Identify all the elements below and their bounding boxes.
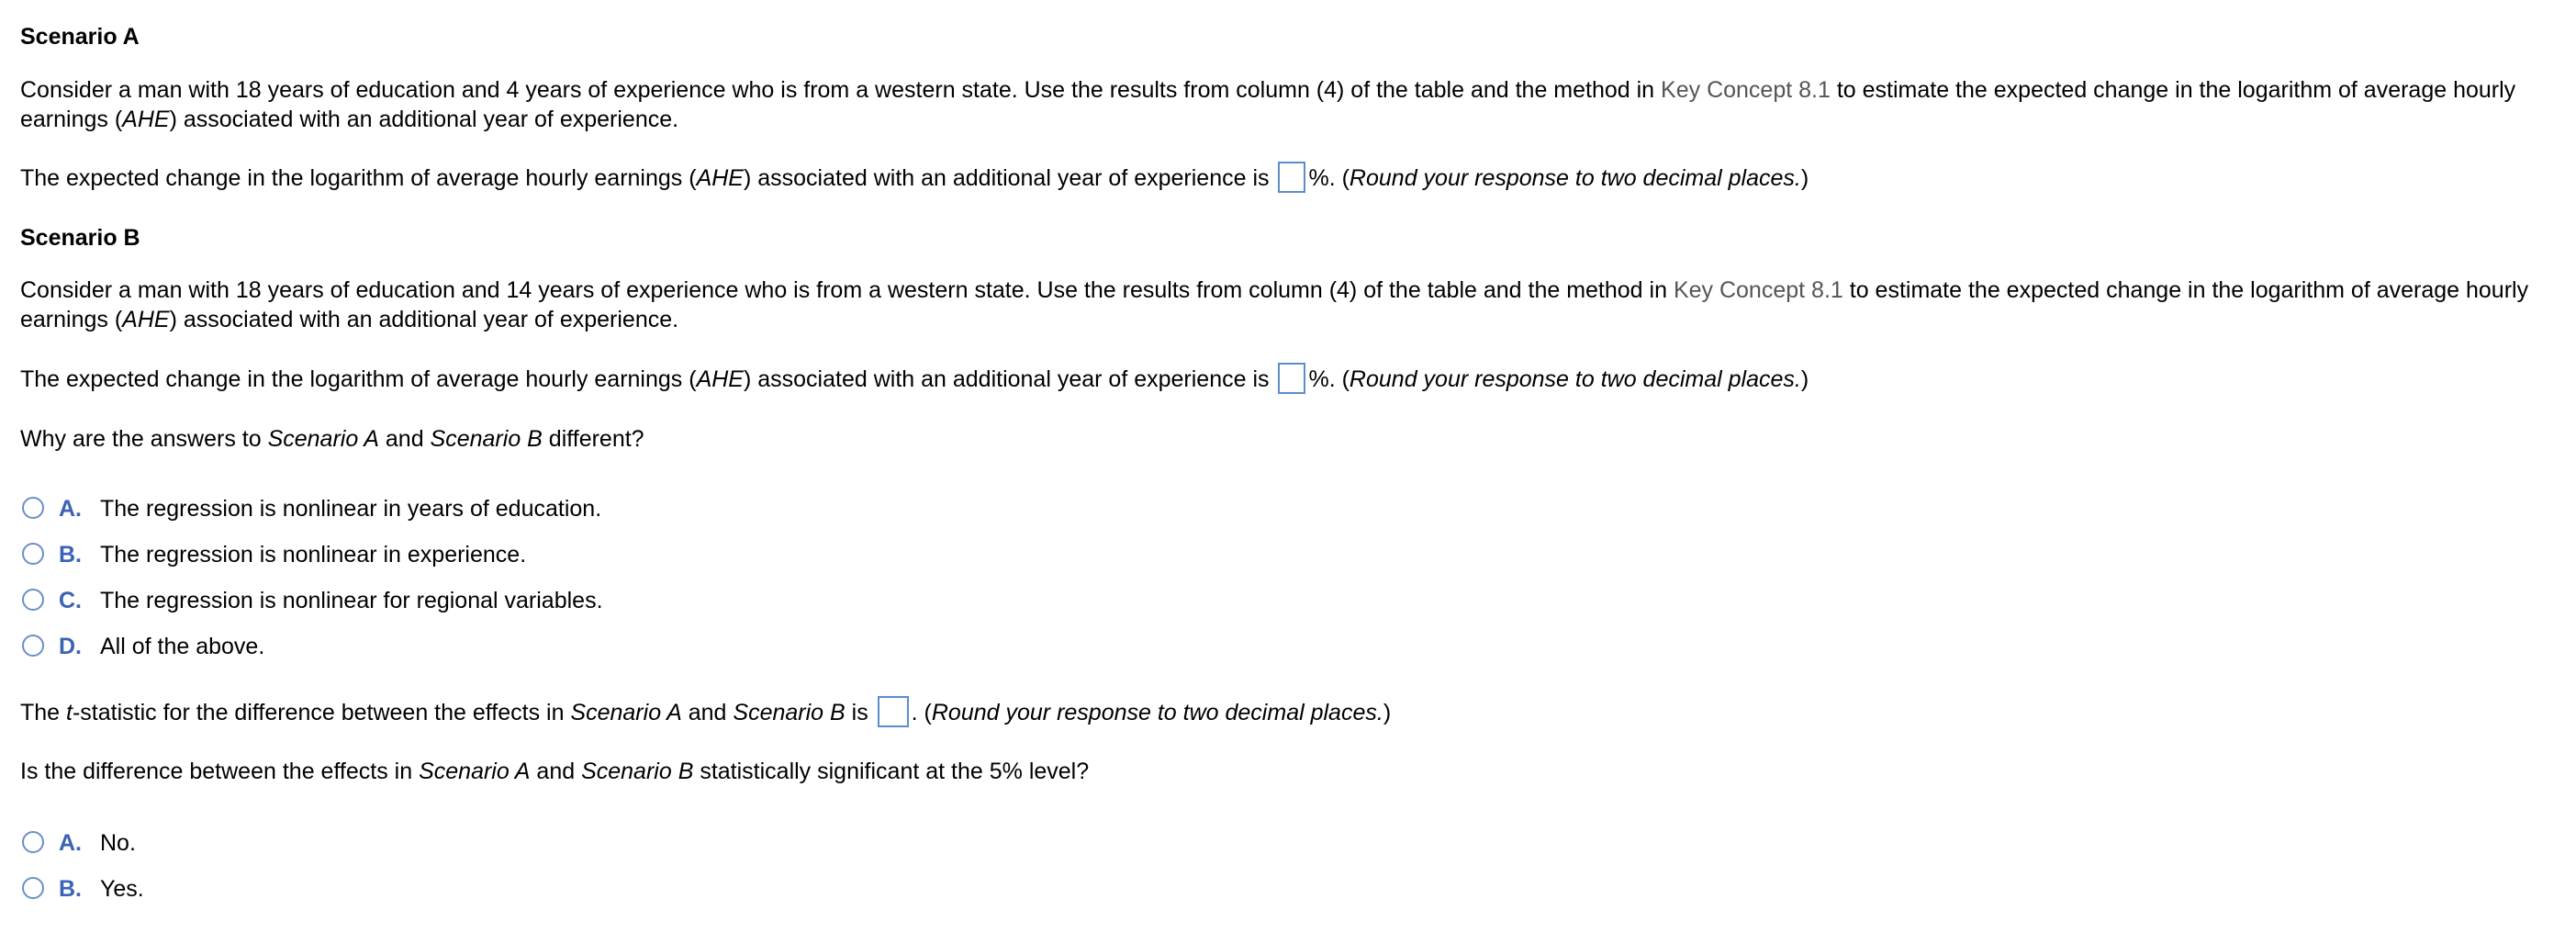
why-scenario-b: Scenario B — [430, 426, 543, 452]
radio-button[interactable] — [22, 877, 44, 899]
radio-button[interactable] — [22, 497, 44, 519]
scenario-a-question-text-4: ) — [1800, 165, 1809, 191]
option-text: The regression is nonlinear for regional variables. — [100, 588, 603, 613]
scenario-a-ahe: AHE — [122, 107, 170, 132]
scenario-b-question-text-4: ) — [1800, 366, 1809, 392]
scenario-b-question-text-1: The expected change in the logarithm of average hourly earnings ( — [20, 366, 697, 392]
scenario-a-question-text-2: ) associated with an additional year of experience is — [743, 165, 1276, 191]
scenario-b-text-2: to estimate the expected change in the logarithm of average hourly earnings ( — [20, 277, 2529, 332]
key-concept-link-a[interactable]: Key Concept 8.1 — [1661, 77, 1831, 103]
scenario-a-round-instruction: Round your response to two decimal places. — [1349, 165, 1801, 191]
why-different-question — [20, 424, 644, 454]
tstat-text-4: is — [845, 700, 875, 725]
why-scenario-a: Scenario A — [267, 426, 379, 452]
why-text-1: Why are the answers to — [20, 426, 268, 452]
why-text-2: and — [378, 426, 431, 452]
radio-button[interactable] — [22, 589, 44, 611]
signif-text-1: Is the difference between the effects in — [20, 759, 420, 784]
scenario-a-question-text-1: The expected change in the logarithm of average hourly earnings ( — [20, 165, 697, 191]
option-letter: A. — [59, 830, 82, 856]
why-option-b[interactable] — [22, 540, 526, 569]
option-letter: B. — [59, 542, 82, 568]
tstat-scenario-a: Scenario A — [570, 700, 682, 725]
scenario-a-question-text-3: %. ( — [1308, 165, 1350, 191]
tstat-text-1: The — [20, 700, 67, 725]
tstat-text-6: ) — [1383, 700, 1392, 725]
scenario-a-question-ahe: AHE — [696, 165, 744, 191]
option-text: The regression is nonlinear in years of education. — [100, 496, 602, 522]
signif-text-2: and — [530, 759, 582, 784]
tstat-t: t — [66, 700, 73, 725]
why-option-d[interactable] — [22, 632, 264, 661]
option-text: Yes. — [100, 876, 144, 902]
scenario-b-question-text-2: ) associated with an additional year of experience is — [743, 366, 1276, 392]
scenario-a-answer-box[interactable] — [1278, 162, 1305, 193]
option-letter: D. — [59, 634, 82, 659]
scenario-b-question-text-3: %. ( — [1308, 366, 1350, 392]
t-statistic-question — [20, 698, 1391, 727]
signif-scenario-b: Scenario B — [581, 759, 694, 784]
scenario-b-answer-box[interactable] — [1278, 363, 1305, 394]
why-option-c[interactable] — [22, 586, 603, 615]
scenario-b-round-instruction: Round your response to two decimal places. — [1349, 366, 1801, 392]
t-statistic-answer-box[interactable] — [878, 696, 909, 727]
option-letter: A. — [59, 496, 82, 522]
scenario-b-heading: Scenario B — [20, 225, 140, 251]
scenario-a-heading: Scenario A — [20, 24, 140, 50]
scenario-b-text-1: Consider a man with 18 years of education and 14 years of experience who is from a western state. Use the results from column (4) of the table and the method in — [20, 277, 1674, 303]
scenario-b-question-ahe: AHE — [696, 366, 744, 392]
tstat-scenario-b: Scenario B — [733, 700, 846, 725]
tstat-text-2: -statistic for the difference between the effects in — [72, 700, 571, 725]
option-text: All of the above. — [100, 634, 265, 659]
signif-text-3: statistically significant at the 5% level? — [693, 759, 1090, 784]
radio-button[interactable] — [22, 543, 44, 565]
scenario-a-text-1: Consider a man with 18 years of education and 4 years of experience who is from a western state. Use the results from column (4) of the table and the method in — [20, 77, 1662, 103]
tstat-round-instruction: Round your response to two decimal places. — [931, 700, 1383, 725]
scenario-b-description — [20, 275, 2563, 334]
significance-option-a[interactable] — [22, 828, 136, 858]
tstat-text-3: and — [681, 700, 734, 725]
scenario-a-question — [20, 163, 1809, 193]
scenario-a-text-3: ) associated with an additional year of experience. — [169, 107, 679, 132]
option-text: No. — [100, 830, 136, 856]
why-option-a[interactable] — [22, 494, 601, 523]
significance-option-b[interactable] — [22, 874, 144, 904]
tstat-text-5: . ( — [911, 700, 932, 725]
scenario-a-description — [20, 75, 2563, 134]
option-letter: B. — [59, 876, 82, 902]
key-concept-link-b[interactable]: Key Concept 8.1 — [1673, 277, 1843, 303]
why-text-3: different? — [542, 426, 644, 452]
radio-button[interactable] — [22, 635, 44, 657]
scenario-b-question — [20, 365, 1809, 394]
scenario-b-text-3: ) associated with an additional year of experience. — [169, 307, 679, 332]
option-text: The regression is nonlinear in experience. — [100, 542, 527, 568]
signif-scenario-a: Scenario A — [419, 759, 531, 784]
scenario-b-ahe: AHE — [122, 307, 170, 332]
significance-question — [20, 757, 1089, 786]
option-letter: C. — [59, 588, 82, 613]
scenario-a-text-2: to estimate the expected change in the logarithm of average hourly earnings ( — [20, 77, 2516, 132]
radio-button[interactable] — [22, 831, 44, 853]
